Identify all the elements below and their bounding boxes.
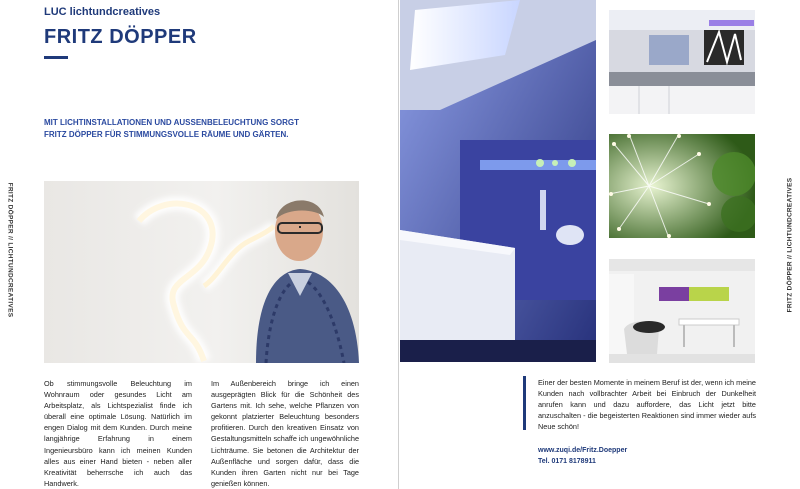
dining-room-photo <box>609 259 755 363</box>
lead-line-1: MIT LICHTINSTALLATIONEN UND AUSSENBELEUCHTUNG SORGT <box>44 118 299 127</box>
fiber-optic-photo <box>609 134 755 238</box>
quote-accent-bar <box>523 376 526 430</box>
page-gutter <box>398 0 399 489</box>
website-link[interactable]: www.zuqi.de/Fritz.Doepper <box>538 447 628 454</box>
kitchen-illustration <box>609 10 755 114</box>
side-label-right <box>783 170 797 320</box>
side-label-left-text: FRITZ DÖPPER // LICHTUNDCREATIVES <box>6 182 14 318</box>
side-label-right-text: FRITZ DÖPPER // LICHTUNDCREATIVES <box>786 177 794 313</box>
body-column-1: Ob stimmungsvolle Beleuchtung im Wohnraum oder gesundes Licht am Arbeitsplatz, als Lichtspezialist finde ich überall eine optimale Lösung. Natürlich im engen Dialog mit dem Kunden. Durch meine langjährige Erfahrung in einem Ingenieursbüro kann ich meinen Kunden alles aus einer Hand bieten - neben aller Kreativität beherrsche ich auch das Handwerk. <box>44 379 192 488</box>
pull-quote: Einer der besten Momente in meinem Beruf ist der, wenn ich meine Kunden nach vollbrachter Arbeit bei Einbruch der Dunkelheit anrufen kann und dazu auffordere, das Licht jetzt bitte anzuschalten - die begeisterten Reaktionen sind immer wieder aufs Neue schön! <box>538 378 756 431</box>
page-title: FRITZ DÖPPER <box>44 26 197 48</box>
bathroom-illustration <box>400 0 596 362</box>
lead-text <box>44 117 344 141</box>
dining-room-illustration <box>609 259 755 363</box>
brand-label: LUC lichtundcreatives <box>44 6 161 18</box>
kitchen-photo <box>609 10 755 114</box>
phone-number: Tel. 0171 8178911 <box>538 458 596 465</box>
side-label-left <box>3 180 17 320</box>
title-rule <box>44 56 68 59</box>
lead-line-2: FRITZ DÖPPER FÜR STIMMUNGSVOLLE RÄUME UND GÄRTEN. <box>44 130 289 139</box>
contact-block <box>538 445 627 467</box>
body-column-2: Im Außenbereich bringe ich einen ausgeprägten Blick für die Schönheit des Gartens mit. Ich sehe, welche Pflanzen von gekonnt platzierter Beleuchtung besonders profitieren. Durch den kreativen Einsatz von Gestaltungsmitteln schaffe ich ungewöhnliche Lichträume. Sie betonen die Architektur der Außenfläche und sorgen dafür, dass die Kunden ihren Garten nicht nur bei Tage genießen können. <box>211 379 359 488</box>
bathroom-photo <box>400 0 596 362</box>
portrait-photo <box>44 181 359 363</box>
portrait-illustration <box>44 181 359 363</box>
fiber-optic-illustration <box>609 134 755 238</box>
